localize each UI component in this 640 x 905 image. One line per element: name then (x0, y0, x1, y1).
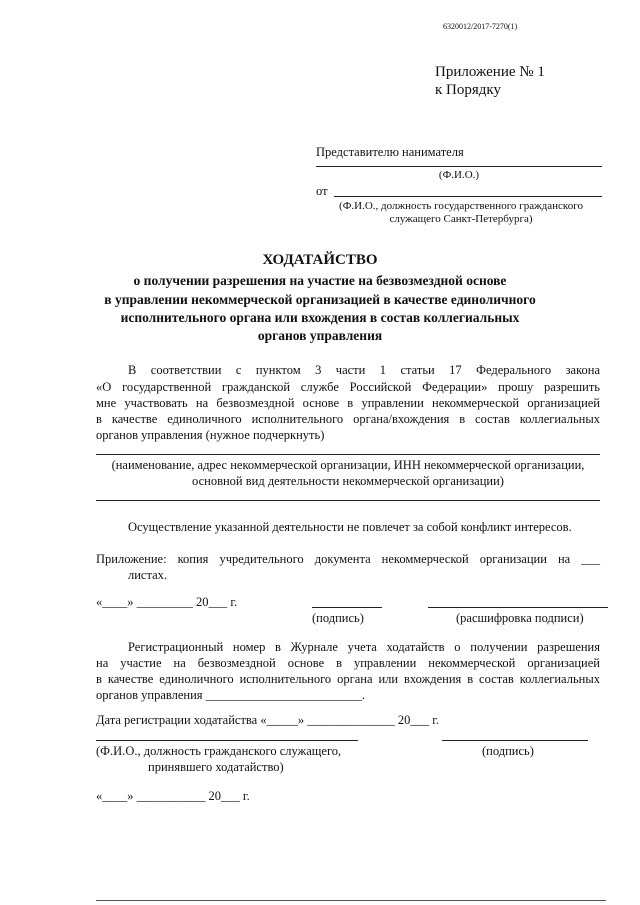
attachment-line-1: Приложение: копия учредительного документа некоммерческой организации на ___ (96, 552, 600, 566)
signature-line (312, 607, 382, 608)
document-title: ХОДАТАЙСТВО (262, 252, 378, 268)
title-line-1: о получении разрешения на участие на безвозмездной основе (133, 273, 507, 288)
final-date: «____» ___________ 20___ г. (96, 789, 250, 803)
official-name-line (96, 740, 358, 741)
title-line-3: исполнительного органа или вхождения в состав коллегиальных (120, 310, 520, 325)
registration-date: Дата регистрации ходатайства «_____» ______________ 20___ г. (96, 713, 440, 727)
body-line-2: «О государственной гражданской службе Российской Федерации» прошу разрешить (96, 380, 600, 394)
org-line-2 (96, 500, 600, 501)
official-caption-line-2: принявшего ходатайство) (148, 760, 284, 774)
body-line-4: в качестве единоличного исполнительного органа/вхождения в состав коллегиальных (96, 412, 600, 426)
org-caption-line-1: (наименование, адрес некоммерческой организации, ИНН некоммерческой организации, (111, 458, 585, 472)
body-line-5: органов управления (нужное подчеркнуть) (96, 428, 325, 442)
registration-line-1: Регистрационный номер в Журнале учета ходатайств о получении разрешения (128, 640, 600, 654)
org-caption-line-2: основной вид деятельности некоммерческой организации) (192, 474, 504, 488)
page-bottom-rule (96, 900, 606, 901)
appendix-reference: к Порядку (435, 82, 501, 98)
from-caption-line2: служащего Санкт-Петербурга) (389, 213, 533, 225)
appendix-number: Приложение № 1 (435, 64, 545, 80)
signature-caption: (подпись) (312, 611, 364, 625)
conflict-statement: Осуществление указанной деятельности не повлечет за собой конфликт интересов. (128, 520, 572, 534)
title-line-2: в управлении некоммерческой организацией в качестве единоличного (104, 292, 536, 307)
addressee-fio-line (316, 166, 602, 167)
body-line-3: мне участвовать на безвозмездной основе в управлении некоммерческой организацией (96, 396, 600, 410)
registration-line-3: в качестве единоличного исполнительного органа или вхождения в состав коллегиальных (96, 672, 600, 686)
body-line-1: В соответствии с пунктом 3 части 1 статьи 17 Федерального закона (128, 363, 600, 377)
attachment-line-2: листах. (128, 568, 168, 582)
addressee-fio-caption: (Ф.И.О.) (438, 169, 480, 181)
from-line (334, 196, 602, 197)
registration-line-4: органов управления _________________________. (96, 688, 366, 702)
signature-decode-caption: (расшифровка подписи) (456, 611, 584, 625)
official-signature-caption: (подпись) (482, 744, 534, 758)
signature-decode-line (428, 607, 608, 608)
document-code: 6320012/2017-7270(1) (443, 22, 518, 31)
applicant-date: «____» _________ 20___ г. (96, 595, 238, 609)
from-caption-line1: (Ф.И.О., должность государственного гражданского (339, 200, 583, 212)
org-line-1 (96, 454, 600, 455)
official-signature-line (442, 740, 588, 741)
title-line-4: органов управления (257, 328, 383, 343)
official-caption-line-1: (Ф.И.О., должность гражданского служащего, (96, 744, 342, 758)
registration-line-2: на участие на безвозмездной основе в управлении некоммерческой организацией (96, 656, 600, 670)
addressee-to: Представителю нанимателя (316, 145, 464, 159)
from-label: от (316, 184, 328, 198)
